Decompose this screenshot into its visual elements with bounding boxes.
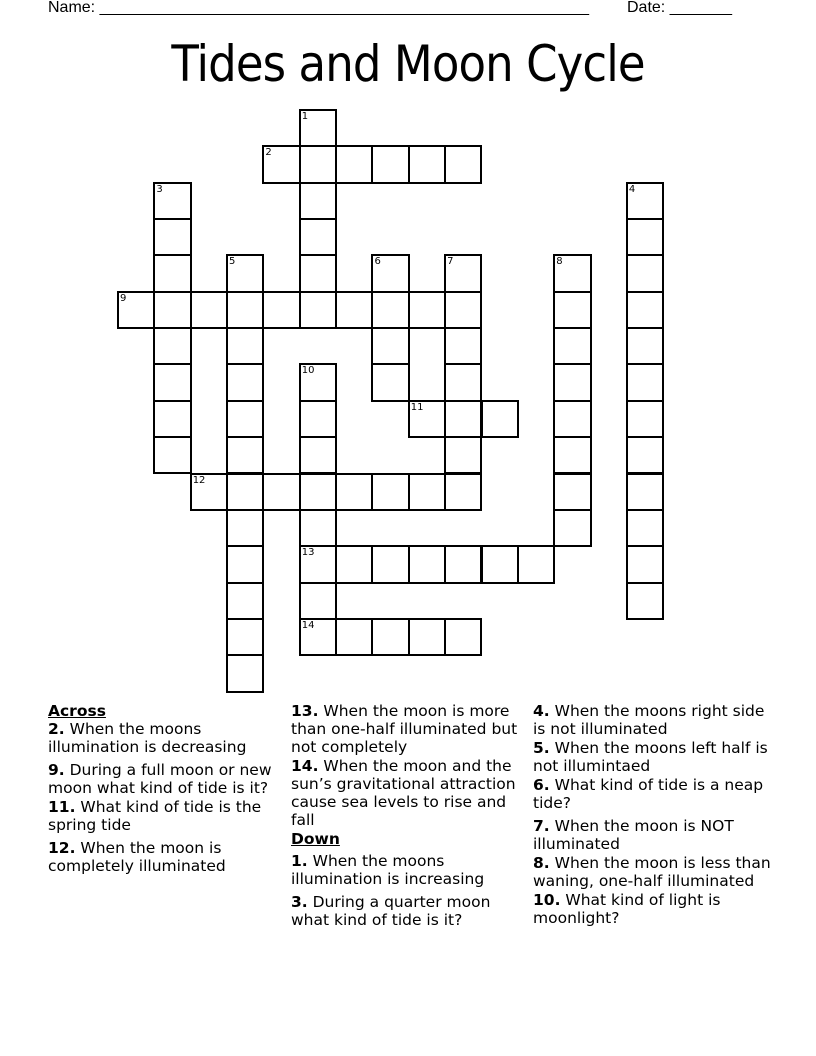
grid-cell[interactable] — [553, 291, 591, 329]
grid-cell[interactable] — [335, 618, 373, 656]
clue-down-4: 4. When the moons right side is not illuminated — [533, 702, 765, 738]
grid-cell[interactable] — [153, 218, 191, 256]
grid-cell[interactable] — [226, 582, 264, 620]
grid-cell[interactable] — [299, 582, 337, 620]
clue-number: 1 — [301, 111, 309, 122]
clue-number: 2 — [265, 147, 272, 159]
grid-cell[interactable] — [553, 254, 591, 292]
grid-cell[interactable] — [626, 582, 664, 620]
grid-cell[interactable] — [444, 291, 482, 329]
grid-cell[interactable] — [444, 400, 482, 438]
name-field[interactable]: Name: _______________________________________________________ — [48, 0, 589, 16]
grid-cell[interactable] — [226, 545, 264, 583]
grid-cell[interactable] — [153, 254, 191, 292]
grid-cell[interactable] — [153, 291, 191, 329]
clue-down-7: 7. When the moon is NOT illuminated — [533, 817, 734, 853]
down-heading: Down — [291, 830, 340, 848]
grid-cell[interactable] — [299, 182, 337, 220]
grid-cell[interactable] — [335, 145, 373, 183]
clue-down-1: 1. When the moons illumination is increasing — [291, 852, 485, 888]
clue-number: 9 — [120, 292, 127, 304]
grid-cell[interactable] — [408, 291, 446, 329]
grid-cell[interactable] — [153, 400, 191, 438]
clues-column-1 — [48, 702, 278, 880]
grid-cell[interactable] — [335, 545, 373, 583]
grid-cell[interactable] — [226, 473, 264, 511]
grid-cell[interactable] — [226, 509, 264, 547]
grid-cell[interactable] — [153, 363, 191, 401]
grid-cell[interactable] — [153, 327, 191, 365]
grid-cell[interactable] — [444, 473, 482, 511]
across-heading: Across — [48, 702, 106, 720]
clue-number: 8 — [556, 256, 563, 268]
grid-cell[interactable] — [299, 218, 337, 256]
clue-down-8: 8. When the moon is less than waning, one-half illuminated — [533, 854, 771, 890]
grid-cell[interactable] — [299, 145, 337, 183]
grid-cell[interactable] — [626, 327, 664, 365]
grid-cell[interactable] — [299, 363, 337, 401]
grid-cell[interactable] — [226, 436, 264, 474]
grid-cell[interactable] — [371, 473, 409, 511]
page-title: Tides and Moon Cycle — [171, 35, 645, 93]
clues-column-3 — [533, 702, 773, 932]
grid-cell[interactable] — [226, 654, 264, 692]
grid-cell[interactable] — [190, 473, 228, 511]
clues-column-2 — [291, 702, 531, 934]
grid-cell[interactable] — [371, 618, 409, 656]
clue-number: 3 — [156, 183, 163, 195]
grid-cell[interactable] — [444, 363, 482, 401]
grid-cell[interactable] — [226, 618, 264, 656]
grid-cell[interactable] — [226, 400, 264, 438]
grid-cell[interactable] — [299, 400, 337, 438]
grid-cell[interactable] — [626, 182, 664, 220]
grid-cell[interactable] — [262, 145, 300, 183]
grid-cell[interactable] — [262, 473, 300, 511]
grid-cell[interactable] — [408, 545, 446, 583]
grid-cell[interactable] — [517, 545, 555, 583]
clue-down-5: 5. When the moons left half is not illumintaed — [533, 739, 768, 775]
clue-number: 14 — [301, 619, 315, 631]
grid-cell[interactable] — [626, 291, 664, 329]
grid-cell[interactable] — [299, 436, 337, 474]
grid-cell[interactable] — [226, 254, 264, 292]
clue-down-6: 6. What kind of tide is a neap tide? — [533, 776, 764, 812]
grid-cell[interactable] — [190, 291, 228, 329]
grid-cell[interactable] — [626, 545, 664, 583]
grid-cell[interactable] — [481, 400, 519, 438]
grid-cell[interactable] — [371, 327, 409, 365]
grid-cell[interactable] — [226, 363, 264, 401]
grid-cell[interactable] — [299, 473, 337, 511]
grid-cell[interactable] — [299, 291, 337, 329]
clue-number: 7 — [447, 256, 454, 268]
grid-cell[interactable] — [626, 254, 664, 292]
clue-across-14: 14. When the moon and the sun’s gravitational attraction cause sea levels to rise and fall — [291, 757, 516, 829]
grid-cell[interactable] — [553, 473, 591, 511]
grid-cell[interactable] — [626, 400, 664, 438]
clue-number: 5 — [229, 256, 236, 268]
date-field[interactable]: Date: _______ — [627, 0, 732, 16]
clue-down-10: 10. What kind of light is moonlight? — [533, 891, 721, 927]
grid-cell[interactable] — [335, 473, 373, 511]
grid-cell[interactable] — [408, 618, 446, 656]
grid-cell[interactable] — [299, 618, 337, 656]
grid-cell[interactable] — [408, 473, 446, 511]
grid-cell[interactable] — [408, 400, 446, 438]
grid-cell[interactable] — [553, 363, 591, 401]
grid-cell[interactable] — [117, 291, 155, 329]
grid-cell[interactable] — [553, 400, 591, 438]
grid-cell[interactable] — [626, 509, 664, 547]
grid-cell[interactable] — [444, 327, 482, 365]
grid-cell[interactable] — [626, 218, 664, 256]
clue-across-9: 9. During a full moon or new moon what kind of tide is it? — [48, 761, 272, 797]
grid-cell[interactable] — [226, 327, 264, 365]
grid-cell[interactable] — [626, 363, 664, 401]
grid-cell[interactable] — [626, 473, 664, 511]
grid-cell[interactable] — [408, 145, 446, 183]
clue-across-2: 2. When the moons illumination is decreasing — [48, 720, 247, 756]
grid-cell[interactable] — [371, 363, 409, 401]
grid-cell[interactable] — [153, 436, 191, 474]
grid-cell[interactable] — [444, 436, 482, 474]
grid-cell[interactable] — [299, 254, 337, 292]
grid-cell[interactable] — [371, 545, 409, 583]
clue-number: 13 — [301, 547, 315, 559]
grid-cell[interactable] — [371, 291, 409, 329]
grid-cell[interactable] — [444, 545, 482, 583]
grid-cell[interactable] — [299, 509, 337, 547]
clue-down-3: 3. During a quarter moon what kind of tide is it? — [291, 893, 491, 929]
grid-cell[interactable] — [153, 182, 191, 220]
grid-cell[interactable] — [371, 145, 409, 183]
grid-cell[interactable] — [444, 618, 482, 656]
clue-across-13: 13. When the moon is more than one-half illuminated but not completely — [291, 702, 518, 756]
grid-cell[interactable] — [553, 327, 591, 365]
grid-cell[interactable] — [481, 545, 519, 583]
grid-cell[interactable] — [299, 545, 337, 583]
clue-number: 6 — [374, 256, 381, 268]
grid-cell[interactable] — [626, 436, 664, 474]
grid-cell[interactable] — [335, 291, 373, 329]
clue-number: 11 — [410, 401, 424, 413]
clue-number: 4 — [628, 183, 636, 195]
grid-cell[interactable] — [262, 291, 300, 329]
clue-number: 10 — [301, 365, 315, 377]
grid-cell[interactable] — [553, 436, 591, 474]
grid-cell[interactable] — [444, 145, 482, 183]
clue-across-11: 11. What kind of tide is the spring tide — [48, 798, 262, 834]
grid-cell[interactable] — [226, 291, 264, 329]
grid-cell[interactable] — [553, 509, 591, 547]
grid-cell[interactable] — [444, 254, 482, 292]
clue-across-12: 12. When the moon is completely illuminated — [48, 839, 226, 875]
clue-number: 12 — [192, 474, 206, 486]
grid-cell[interactable] — [371, 254, 409, 292]
grid-cell[interactable] — [299, 109, 337, 147]
